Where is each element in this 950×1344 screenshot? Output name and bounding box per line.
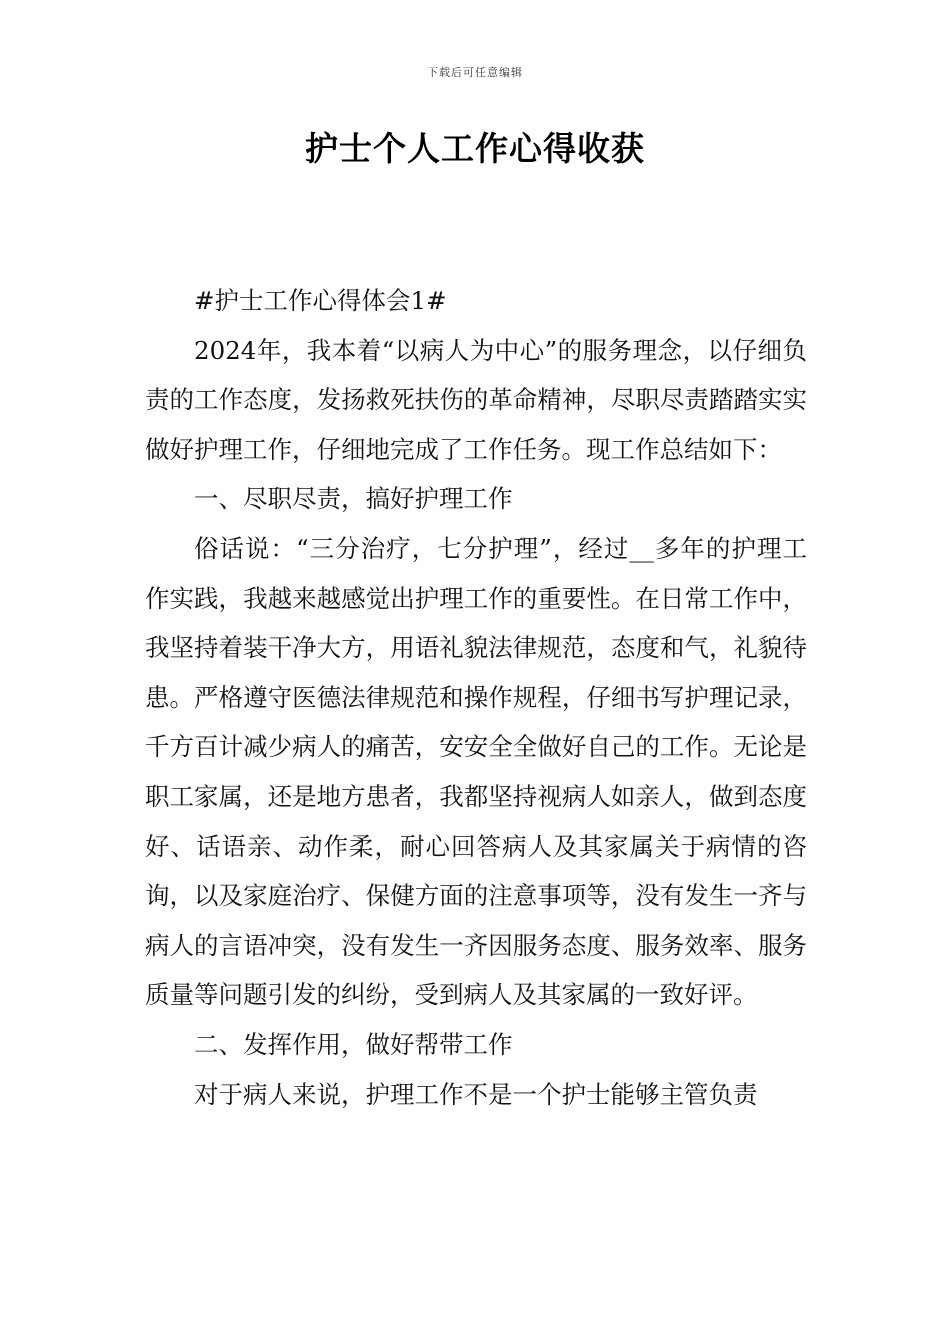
paragraph-duty: 俗话说：“三分治疗，七分护理”，经过__多年的护理工作实践，我越来越感觉出护理工作的重要性。在日常工作中，我坚持着装干净大方，用语礼貌法律规范，态度和气，礼貌待患。严格遵守医德法律规范和操作规程，仔细书写护理记录，千方百计减少病人的痛苦，安安全全做好自己的工作。无论是职工家属，还是地方患者，我都坚持视病人如亲人，做到态度好、话语亲、动作柔，耐心回答病人及其家属关于病情的咨询，以及家庭治疗、保健方面的注意事项等，没有发生一齐与病人的言语冲突，没有发生一齐因服务态度、服务效率、服务质量等问题引发的纠纷，受到病人及其家属的一致好评。 [145, 533, 807, 1010]
paragraph-intro: 2024年，我本着“以病人为中心”的服务理念，以仔细负责的工作态度，发扬救死扶伤的革命精神，尽职尽责踏踏实实做好护理工作，仔细地完成了工作任务。现工作总结如下： [145, 335, 807, 464]
section-heading-mentoring: 二、发挥作用，做好帮带工作 [194, 1029, 513, 1059]
document-title: 护士个人工作心得收获 [305, 129, 645, 168]
header-note: 下载后可任意编辑 [427, 66, 523, 79]
section-heading-1: #护士工作心得体会1# [194, 286, 447, 315]
document-body [145, 276, 807, 1119]
paragraph-mentoring: 对于病人来说，护理工作不是一个护士能够主管负责 [194, 1079, 758, 1109]
section-heading-duty: 一、尽职尽责，搞好护理工作 [194, 484, 513, 514]
